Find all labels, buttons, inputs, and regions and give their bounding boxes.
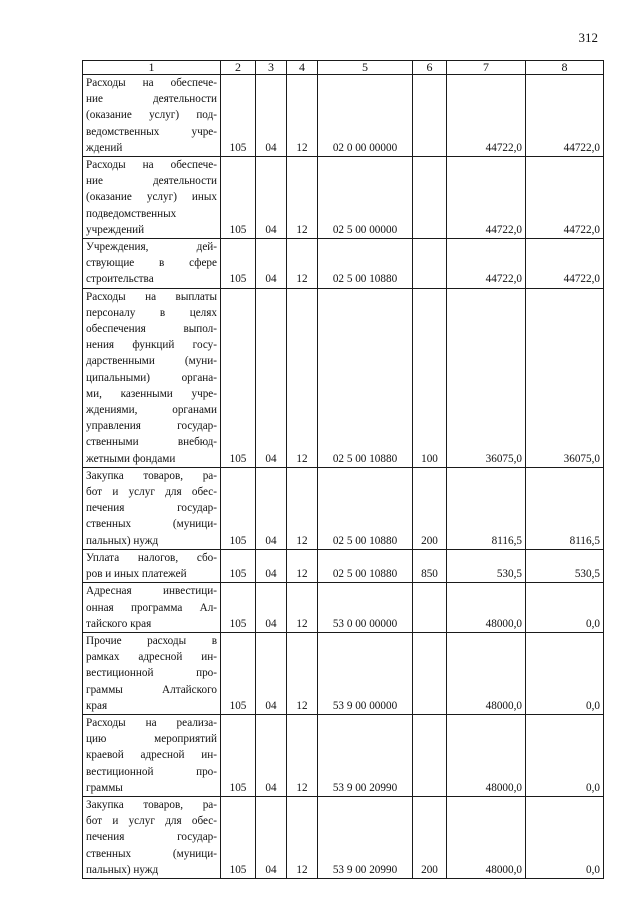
expense-name-line: ственными внебюд- — [86, 436, 217, 449]
target-article-cell: 02 0 00 00000 — [318, 75, 413, 157]
amount-approved-cell: 530,5 — [526, 549, 604, 582]
expense-name-line: дарственными (муни- — [86, 355, 217, 368]
expense-name-line: печения государ- — [86, 831, 217, 844]
expense-name-line: (оказание услуг) под- — [86, 109, 217, 122]
expense-name-line: ственных (муници- — [86, 847, 217, 860]
expense-name-line: граммы Алтайского — [86, 683, 217, 696]
section-code-cell: 04 — [256, 467, 287, 549]
department-code-cell: 105 — [221, 75, 256, 157]
expense-name-line: обеспечения выпол- — [86, 323, 217, 336]
expense-name-line: бот и услуг для обес- — [86, 486, 217, 499]
amount-approved-cell: 0,0 — [526, 632, 604, 714]
section-code-cell: 04 — [256, 632, 287, 714]
amount-planned-cell: 48000,0 — [447, 796, 526, 878]
expense-name-line: ров и иных платежей — [86, 568, 187, 581]
expense-name-line: пальных) нужд — [86, 863, 159, 876]
expense-name-cell — [83, 583, 221, 633]
page-number: 312 — [578, 30, 598, 45]
section-code-cell: 04 — [256, 549, 287, 582]
expense-name-cell — [83, 714, 221, 796]
subsection-code-cell: 12 — [287, 467, 318, 549]
expense-name-line: ждениями, органами — [86, 404, 217, 417]
expense-name-line: строительства — [86, 273, 154, 286]
expense-name-line: краевой адресной ин- — [86, 749, 217, 762]
column-header: 2 — [221, 61, 256, 75]
subsection-code-cell: 12 — [287, 632, 318, 714]
department-code-cell: 105 — [221, 157, 256, 239]
expense-name-line: Расходы на обеспече- — [86, 77, 217, 89]
expense-name-line: Адресная инвестици- — [86, 585, 217, 598]
expense-name-line: ние деятельности — [86, 175, 217, 188]
expense-name-line: ждений — [86, 141, 123, 154]
expense-name-line: цию мероприятий — [86, 733, 217, 746]
expense-name-line: Расходы на выплаты — [86, 290, 217, 303]
expense-name-cell — [83, 549, 221, 582]
expense-name-line: Закупка товаров, ра- — [86, 469, 217, 482]
amount-approved-cell: 44722,0 — [526, 157, 604, 239]
expense-type-cell — [413, 714, 447, 796]
section-code-cell: 04 — [256, 75, 287, 157]
expense-name-line: Расходы на реализа- — [86, 716, 217, 729]
expense-type-cell: 100 — [413, 288, 447, 467]
expense-name-line: ведомственных учре- — [86, 125, 217, 138]
expense-name-line: Расходы на обеспече- — [86, 159, 217, 172]
table-row — [83, 632, 604, 714]
department-code-cell: 105 — [221, 583, 256, 633]
amount-approved-cell: 36075,0 — [526, 288, 604, 467]
subsection-code-cell: 12 — [287, 157, 318, 239]
target-article-cell: 53 9 00 00000 — [318, 632, 413, 714]
expense-name-cell — [83, 632, 221, 714]
header-row — [83, 61, 604, 75]
expense-name-line: ципальными) органа- — [86, 371, 217, 384]
expense-type-cell — [413, 632, 447, 714]
amount-planned-cell: 44722,0 — [447, 75, 526, 157]
amount-planned-cell: 36075,0 — [447, 288, 526, 467]
expense-name-line: печения государ- — [86, 502, 217, 515]
expense-name-line: Закупка товаров, ра- — [86, 798, 217, 811]
expense-name-line: нения функций госу- — [86, 339, 217, 352]
table-row — [83, 288, 604, 467]
expense-type-cell: 200 — [413, 796, 447, 878]
subsection-code-cell: 12 — [287, 714, 318, 796]
section-code-cell: 04 — [256, 796, 287, 878]
table-row — [83, 157, 604, 239]
amount-planned-cell: 44722,0 — [447, 239, 526, 289]
amount-approved-cell: 8116,5 — [526, 467, 604, 549]
table-row — [83, 549, 604, 582]
department-code-cell: 105 — [221, 632, 256, 714]
target-article-cell: 02 5 00 10880 — [318, 239, 413, 289]
budget-table — [82, 60, 604, 879]
amount-approved-cell: 0,0 — [526, 714, 604, 796]
column-header: 1 — [83, 61, 221, 75]
expense-name-cell — [83, 157, 221, 239]
amount-approved-cell: 0,0 — [526, 583, 604, 633]
target-article-cell: 02 5 00 10880 — [318, 467, 413, 549]
expense-name-line: вестиционной про- — [86, 667, 217, 680]
department-code-cell: 105 — [221, 549, 256, 582]
section-code-cell: 04 — [256, 288, 287, 467]
table-row — [83, 714, 604, 796]
table-row — [83, 796, 604, 878]
amount-approved-cell: 44722,0 — [526, 239, 604, 289]
amount-planned-cell: 48000,0 — [447, 583, 526, 633]
expense-type-cell — [413, 583, 447, 633]
expense-name-line: тайского края — [86, 617, 152, 630]
section-code-cell: 04 — [256, 714, 287, 796]
table-row — [83, 239, 604, 289]
table-row — [83, 75, 604, 157]
expense-name-line: вестиционной про- — [86, 765, 217, 778]
expense-type-cell: 200 — [413, 467, 447, 549]
expense-name-cell — [83, 239, 221, 289]
department-code-cell: 105 — [221, 796, 256, 878]
column-header: 4 — [287, 61, 318, 75]
department-code-cell: 105 — [221, 714, 256, 796]
target-article-cell: 53 9 00 20990 — [318, 714, 413, 796]
expense-name-line: подведомственных — [86, 207, 177, 220]
expense-name-line: жетными фондами — [86, 452, 176, 465]
expense-name-line: Прочие расходы в — [86, 634, 217, 647]
section-code-cell: 04 — [256, 239, 287, 289]
expense-name-line: учреждений — [86, 223, 145, 236]
expense-name-cell — [83, 796, 221, 878]
expense-name-line: ми, казенными учре- — [86, 387, 217, 400]
expense-name-line: бот и услуг для обес- — [86, 815, 217, 828]
department-code-cell: 105 — [221, 467, 256, 549]
column-header: 3 — [256, 61, 287, 75]
amount-planned-cell: 530,5 — [447, 549, 526, 582]
expense-name-line: управления государ- — [86, 420, 217, 433]
expense-name-line: Уплата налогов, сбо- — [86, 551, 217, 564]
expense-name-line: граммы — [86, 781, 123, 794]
subsection-code-cell: 12 — [287, 583, 318, 633]
amount-approved-cell: 0,0 — [526, 796, 604, 878]
target-article-cell: 53 9 00 20990 — [318, 796, 413, 878]
section-code-cell: 04 — [256, 583, 287, 633]
subsection-code-cell: 12 — [287, 75, 318, 157]
target-article-cell: 53 0 00 00000 — [318, 583, 413, 633]
department-code-cell: 105 — [221, 288, 256, 467]
expense-name-cell — [83, 75, 221, 157]
expense-name-line: края — [86, 699, 108, 712]
subsection-code-cell: 12 — [287, 288, 318, 467]
expense-name-line: (оказание услуг) иных — [86, 191, 217, 204]
expense-type-cell — [413, 75, 447, 157]
table-row — [83, 583, 604, 633]
subsection-code-cell: 12 — [287, 549, 318, 582]
table-body — [83, 75, 604, 879]
column-header: 5 — [318, 61, 413, 75]
expense-name-line: пальных) нужд — [86, 534, 159, 547]
expense-name-cell — [83, 467, 221, 549]
target-article-cell: 02 5 00 10880 — [318, 549, 413, 582]
amount-planned-cell: 44722,0 — [447, 157, 526, 239]
expense-name-line: онная программа Ал- — [86, 601, 217, 614]
expense-name-line: ние деятельности — [86, 93, 217, 106]
subsection-code-cell: 12 — [287, 796, 318, 878]
section-code-cell: 04 — [256, 157, 287, 239]
amount-approved-cell: 44722,0 — [526, 75, 604, 157]
department-code-cell: 105 — [221, 239, 256, 289]
column-header: 6 — [413, 61, 447, 75]
expense-name-cell — [83, 288, 221, 467]
column-header: 8 — [526, 61, 604, 75]
expense-name-line: рамках адресной ин- — [86, 651, 217, 664]
subsection-code-cell: 12 — [287, 239, 318, 289]
column-header: 7 — [447, 61, 526, 75]
target-article-cell: 02 5 00 10880 — [318, 288, 413, 467]
expense-name-line: персоналу в целях — [86, 306, 217, 319]
amount-planned-cell: 8116,5 — [447, 467, 526, 549]
amount-planned-cell: 48000,0 — [447, 714, 526, 796]
expense-name-line: ствующие в сфере — [86, 257, 217, 270]
target-article-cell: 02 5 00 00000 — [318, 157, 413, 239]
table-row — [83, 467, 604, 549]
expense-type-cell — [413, 157, 447, 239]
expense-name-line: Учреждения, дей- — [86, 241, 217, 254]
amount-planned-cell: 48000,0 — [447, 632, 526, 714]
expense-name-line: ственных (муници- — [86, 518, 217, 531]
expense-type-cell — [413, 239, 447, 289]
expense-type-cell: 850 — [413, 549, 447, 582]
